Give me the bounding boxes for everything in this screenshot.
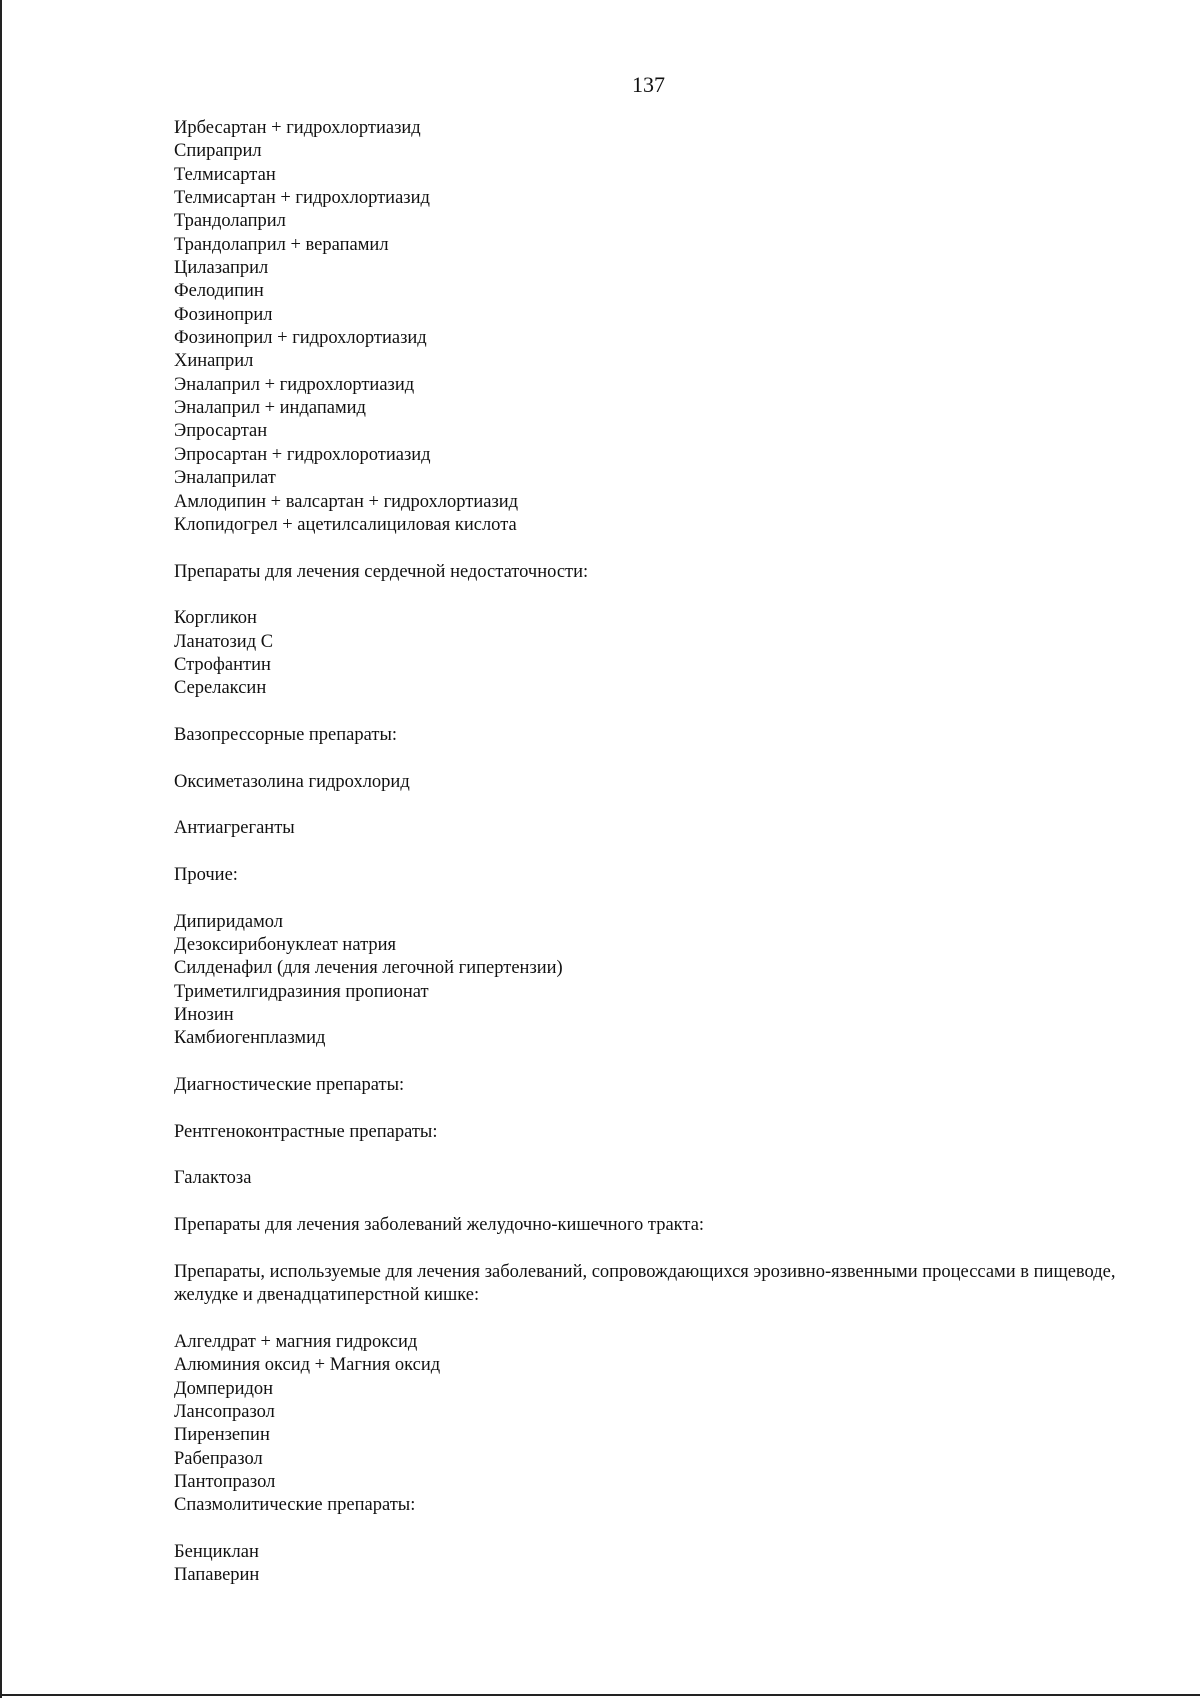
section-heading: Препараты, используемые для лечения заболеваний, сопровождающихся эрозивно-язвенными процессами в пищеводе, желудке и двенадцатиперстной кишке: [174, 1261, 1116, 1306]
section-heading: Диагностические препараты: [174, 1075, 405, 1096]
list-item: Коргликон [174, 608, 257, 629]
blank-line [174, 584, 1134, 607]
scan-border-bottom [0, 1694, 1200, 1696]
blank-line [174, 1144, 1134, 1167]
list-item: Дезоксирибонуклеат натрия [174, 935, 397, 956]
list-item: Фозиноприл + гидрохлортиазид [174, 328, 427, 349]
list-item: Рабепразол [174, 1448, 263, 1469]
list-item: Эпросартан [174, 421, 268, 442]
scan-border-left [0, 0, 2, 1698]
blank-line [174, 701, 1134, 724]
list-item: Амлодипин + валсартан + гидрохлортиазид [174, 491, 519, 512]
page-number: 137 [632, 72, 665, 97]
list-item: Клопидогрел + ацетилсалициловая кислота [174, 514, 517, 535]
list-item: Телмисартан + гидрохлортиазид [174, 188, 430, 209]
blank-line [174, 1191, 1134, 1214]
list-item: Ланатозид С [174, 631, 274, 652]
list-item: Фелодипин [174, 281, 264, 302]
list-item: Цилазаприл [174, 258, 269, 279]
section-heading: Препараты для лечения сердечной недостаточности: [174, 561, 589, 582]
section-heading: Вазопрессорные препараты: [174, 724, 398, 745]
list-item: Домперидон [174, 1378, 274, 1399]
list-item: Алюминия оксид + Магния оксид [174, 1355, 441, 1376]
blank-line [174, 794, 1134, 817]
list-item: Инозин [174, 1005, 234, 1026]
section-heading: Прочие: [174, 865, 238, 885]
blank-line [174, 1308, 1134, 1331]
blank-line [174, 1051, 1134, 1074]
list-item: Спираприл [174, 141, 262, 162]
list-item: Серелаксин [174, 678, 267, 699]
list-item: Трандолаприл [174, 211, 286, 232]
list-item: Эналаприлат [174, 468, 276, 489]
blank-line [174, 887, 1134, 910]
list-item: Оксиметазолина гидрохлорид [174, 771, 410, 792]
list-item: Эналаприл + индапамид [174, 398, 366, 419]
list-item: Хинаприл [174, 351, 254, 372]
section-heading: Препараты для лечения заболеваний желудочно-кишечного тракта: [174, 1215, 705, 1236]
list-item: Антиагреганты [174, 818, 295, 839]
list-item: Силденафил (для лечения легочной гипертензии) [174, 958, 563, 979]
list-item: Ирбесартан + гидрохлортиазид [174, 118, 421, 138]
blank-line [174, 747, 1134, 770]
list-item: Фозиноприл [174, 304, 273, 325]
list-item: Камбиогенплазмид [174, 1028, 326, 1049]
list-item: Эпросартан + гидрохлоротиазид [174, 444, 431, 465]
blank-line [174, 1518, 1134, 1541]
list-item: Пантопразол [174, 1471, 276, 1492]
blank-line [174, 841, 1134, 864]
blank-line [174, 1238, 1134, 1261]
list-item: Телмисартан [174, 164, 276, 185]
list-item: Галактоза [174, 1168, 252, 1189]
list-item: Трандолаприл + верапамил [174, 234, 389, 255]
list-item: Бенциклан [174, 1541, 259, 1562]
list-item: Алгелдрат + магния гидроксид [174, 1331, 418, 1352]
blank-line [174, 1097, 1134, 1120]
list-item: Пирензепин [174, 1425, 270, 1446]
section-heading: Спазмолитические препараты: [174, 1495, 416, 1516]
list-item: Папаверин [174, 1565, 260, 1586]
list-item: Лансопразол [174, 1401, 275, 1422]
list-item: Триметилгидразиния пропионат [174, 981, 429, 1002]
list-item: Строфантин [174, 654, 271, 675]
blank-line [174, 537, 1134, 560]
list-item: Эналаприл + гидрохлортиазид [174, 374, 415, 395]
section-heading: Рентгеноконтрастные препараты: [174, 1121, 438, 1142]
list-item: Дипиридамол [174, 911, 284, 932]
document-body [174, 117, 1134, 1588]
